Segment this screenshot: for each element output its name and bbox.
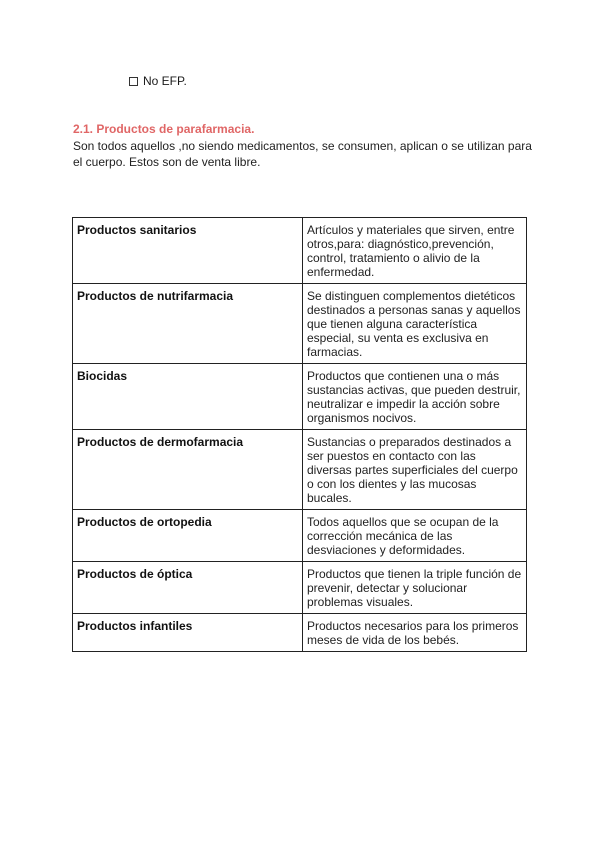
checkbox-label: No EFP.	[143, 74, 187, 88]
table-row	[73, 510, 527, 562]
product-name-cell: Productos infantiles	[73, 614, 303, 652]
table-row	[73, 218, 527, 284]
table-row	[73, 364, 527, 430]
table-row	[73, 284, 527, 364]
product-description-cell: Artículos y materiales que sirven, entre otros,para: diagnóstico,prevención, control, tratamiento o alivio de la enfermedad.	[303, 218, 527, 284]
product-description-cell: Productos que contienen una o más sustancias activas, que pueden destruir, neutralizar e impedir la acción sobre organismos nocivos.	[303, 364, 527, 430]
section-intro-paragraph: Son todos aquellos ,no siendo medicamentos, se consumen, aplican o se utilizan para el cuerpo. Estos son de venta libre.	[73, 139, 532, 169]
product-description-cell: Productos necesarios para los primeros meses de vida de los bebés.	[303, 614, 527, 652]
checkbox-icon	[129, 77, 138, 86]
product-description-cell: Todos aquellos que se ocupan de la corrección mecánica de las desviaciones y deformidades.	[303, 510, 527, 562]
table-row	[73, 430, 527, 510]
table-row	[73, 562, 527, 614]
no-efp-checkbox-item	[129, 74, 187, 88]
product-name-cell: Productos de ortopedia	[73, 510, 303, 562]
products-table	[72, 217, 527, 652]
section-heading: 2.1. Productos de parafarmacia.	[73, 122, 255, 136]
table-row	[73, 614, 527, 652]
product-name-cell: Productos de dermofarmacia	[73, 430, 303, 510]
product-name-cell: Productos sanitarios	[73, 218, 303, 284]
product-name-cell: Biocidas	[73, 364, 303, 430]
product-name-cell: Productos de óptica	[73, 562, 303, 614]
product-name-cell: Productos de nutrifarmacia	[73, 284, 303, 364]
product-description-cell: Sustancias o preparados destinados a ser puestos en contacto con las diversas partes superficiales del cuerpo o con los dientes y las mucosas bucales.	[303, 430, 527, 510]
product-description-cell: Productos que tienen la triple función de prevenir, detectar y solucionar problemas visuales.	[303, 562, 527, 614]
product-description-cell: Se distinguen complementos dietéticos destinados a personas sanas y aquellos que tienen alguna característica especial, su venta es exclusiva en farmacias.	[303, 284, 527, 364]
